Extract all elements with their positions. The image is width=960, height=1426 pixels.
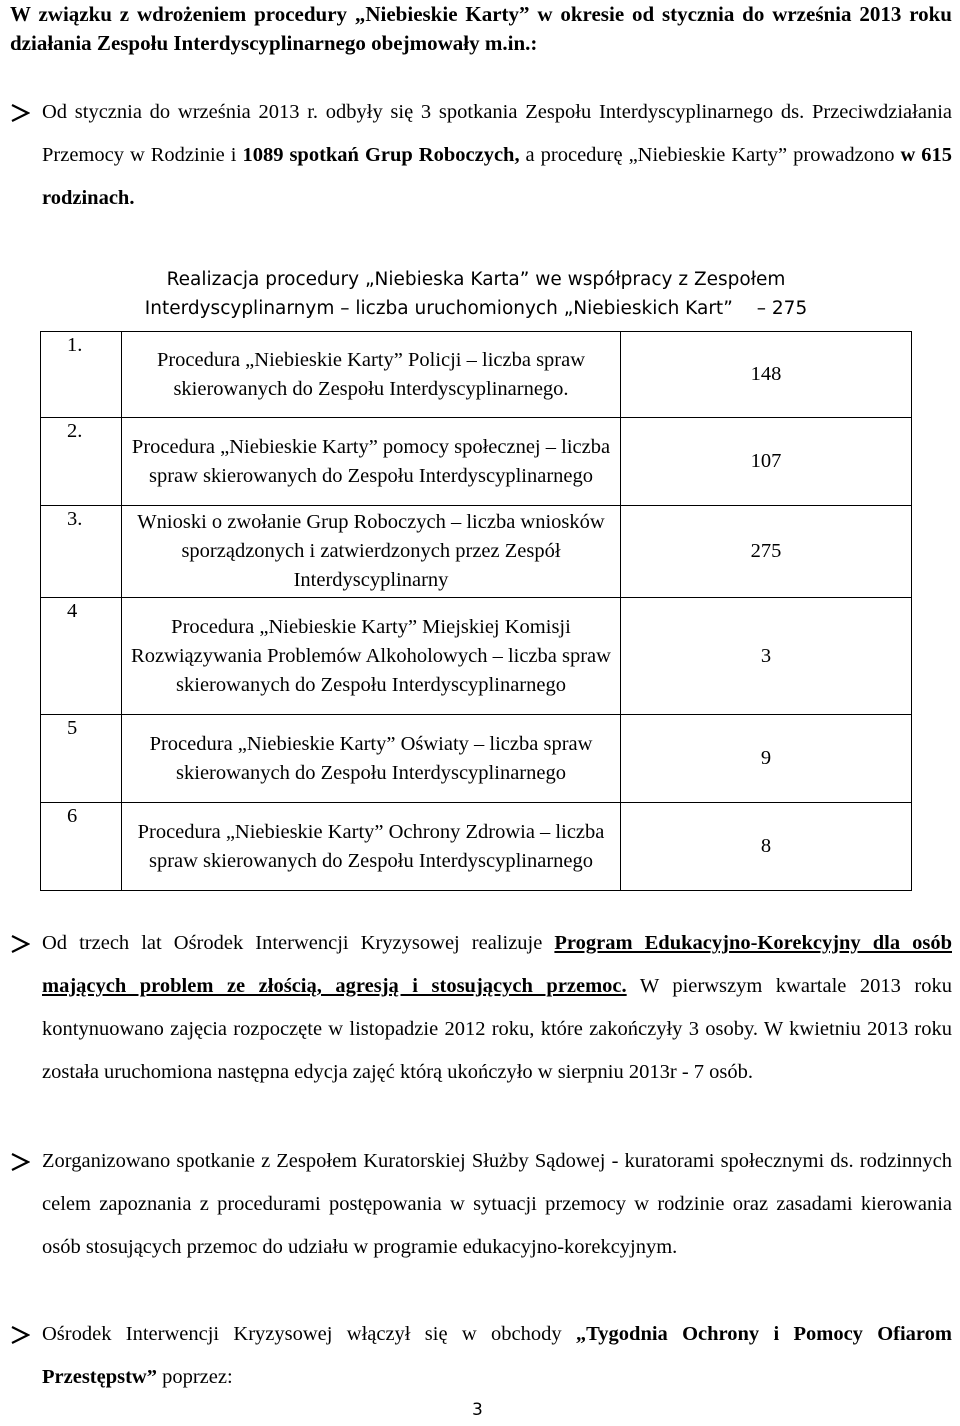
table-row	[41, 418, 912, 506]
bullet-meeting-probation-text: Zorganizowano spotkanie z Zespołem Kuratorskiej Służby Sądowej - kuratorami społecznymi ds. rodzinnych celem zapoznania z procedurami postępowania w sytuacji przemocy w rodzinie oraz zasadami kierowania osób stosujących przemoc do udziału w programie edukacyjno-korekcyjnym.	[42, 1150, 952, 1258]
intro-paragraph: W związku z wdrożeniem procedury „Niebieskie Karty” w okresie od stycznia do września 2013 roku działania Zespołu Interdyscyplinarnego obejmowały m.in.:	[10, 2, 952, 55]
row-description: Wnioski o zwołanie Grup Roboczych – liczba wniosków sporządzonych i zatwierdzonych przez Zespół Interdyscyplinarny	[122, 506, 621, 598]
event-name: „Tygodnia Ochrony i Pomocy Ofiarom Przestępstw”	[42, 1323, 952, 1388]
table-row	[41, 598, 912, 715]
row-description: Procedura „Niebieskie Karty” Ochrony Zdrowia – liczba spraw skierowanych do Zespołu Interdyscyplinarnego	[122, 803, 621, 891]
row-value: 3	[621, 598, 912, 715]
row-value: 148	[621, 332, 912, 418]
table-title-line: Realizacja procedury „Niebieska Karta” we współpracy z Zespołem	[166, 269, 786, 290]
row-number: 5	[41, 715, 122, 803]
row-value: 107	[621, 418, 912, 506]
arrowhead-bullet-icon	[10, 103, 30, 123]
row-value: 9	[621, 715, 912, 803]
table-row	[41, 332, 912, 418]
bullet-program	[10, 922, 953, 1083]
bullet-meetings	[10, 91, 952, 221]
row-number: 2.	[41, 418, 122, 506]
table-row	[41, 506, 912, 598]
row-value: 275	[621, 506, 912, 598]
bold-count: 1089 spotkań Grup Roboczych,	[242, 144, 520, 166]
bullet-program-text	[42, 922, 952, 1094]
program-name: Program Edukacyjno-Korekcyjny dla osób mających problem ze złością, agresją i stosujących przemoc.	[42, 932, 952, 997]
bullet-week-celebration	[10, 1313, 952, 1413]
bold-count: w 615 rodzinach.	[42, 144, 952, 209]
table-row	[41, 803, 912, 891]
row-number: 4	[41, 598, 122, 715]
table-title	[40, 265, 912, 323]
bullet-meetings-text	[42, 91, 952, 220]
bullet-text: poprzez:	[156, 1366, 233, 1388]
table-title-line: Interdyscyplinarnym – liczba uruchomionych „Niebieskich Kart”	[144, 298, 733, 319]
arrowhead-bullet-icon	[10, 1152, 30, 1172]
row-value: 8	[621, 803, 912, 891]
bullet-text: Od stycznia do września 2013 r. odbyły się 3 spotkania Zespołu Interdyscyplinarnego ds. Przeciwdziałania Przemocy w Rodzinie i	[42, 101, 952, 166]
bullet-meeting-probation	[10, 1140, 952, 1320]
procedures-table	[40, 331, 912, 891]
row-number: 3.	[41, 506, 122, 598]
arrowhead-bullet-icon	[10, 934, 30, 954]
bullet-text: a procedurę „Niebieskie Karty” prowadzono	[519, 144, 901, 166]
bullet-text: W pierwszym kwartale 2013 roku kontynuowano zajęcia rozpoczęte w listopadzie 2012 roku, które zakończyły 3 osoby. W kwietniu 2013 roku została uruchomiona następna edycja zajęć którą ukończyło w sierpniu 2013r - 7 osób.	[42, 975, 953, 1083]
arrowhead-bullet-icon	[10, 1325, 30, 1345]
row-description: Procedura „Niebieskie Karty” Miejskiej Komisji Rozwiązywania Problemów Alkoholowych – liczba spraw skierowanych do Zespołu Interdyscyplinarnego	[122, 598, 621, 715]
table-row	[41, 715, 912, 803]
table-title-count: – 275	[756, 298, 808, 319]
row-description: Procedura „Niebieskie Karty” Policji – liczba spraw skierowanych do Zespołu Interdyscyplinarnego.	[122, 332, 621, 418]
bullet-text: Ośrodek Interwencji Kryzysowej włączył się w obchody	[42, 1323, 576, 1345]
page-number: 3	[472, 1400, 483, 1420]
bullet-text: Od trzech lat Ośrodek Interwencji Kryzysowej realizuje	[42, 932, 555, 954]
row-description: Procedura „Niebieskie Karty” Oświaty – liczba spraw skierowanych do Zespołu Interdyscyplinarnego	[122, 715, 621, 803]
row-description: Procedura „Niebieskie Karty” pomocy społecznej – liczba spraw skierowanych do Zespołu Interdyscyplinarnego	[122, 418, 621, 506]
bullet-week-celebration-text	[42, 1313, 952, 1399]
row-number: 6	[41, 803, 122, 891]
row-number: 1.	[41, 332, 122, 418]
